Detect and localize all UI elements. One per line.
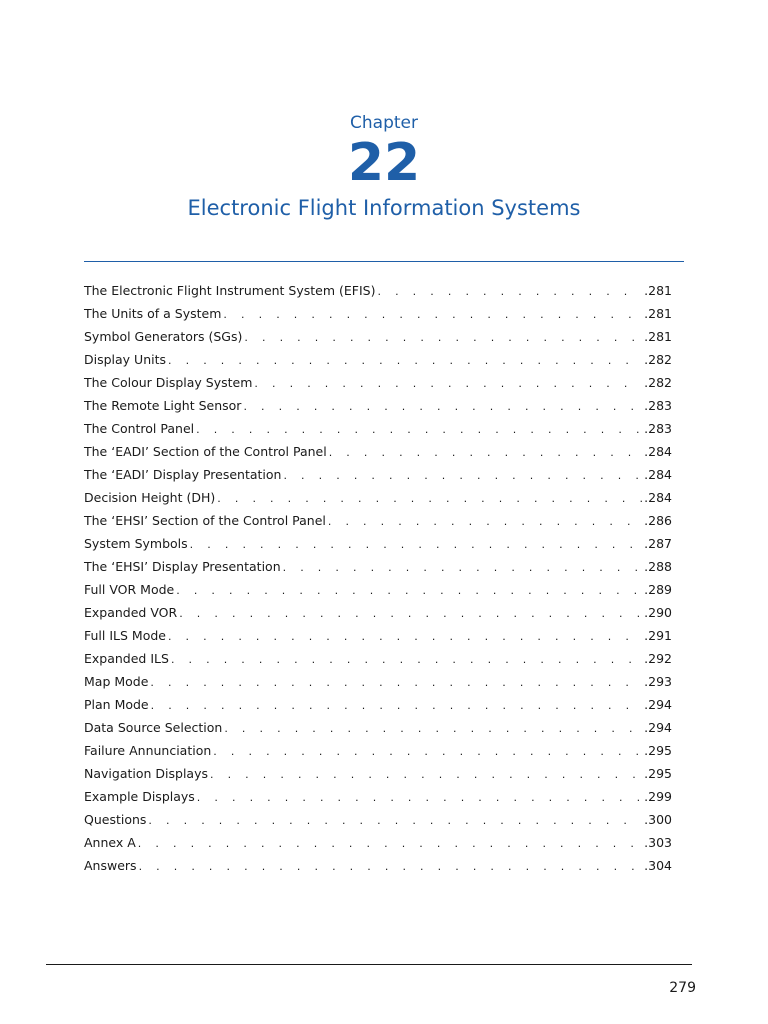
toc-entry-page: .281 xyxy=(644,329,672,344)
toc-entry-title: Navigation Displays xyxy=(84,766,208,781)
toc-entry-title: Full ILS Mode xyxy=(84,628,166,643)
toc-dot-leader xyxy=(139,855,643,878)
toc-entry[interactable] xyxy=(84,808,672,831)
toc-dot-leader xyxy=(171,648,642,671)
toc-dot-leader xyxy=(176,579,642,602)
toc-entry-title: The ‘EADI’ Section of the Control Panel xyxy=(84,444,327,459)
toc-dot-leader xyxy=(168,349,642,372)
toc-dot-leader xyxy=(151,694,643,717)
chapter-label: Chapter xyxy=(350,113,418,133)
toc-entry-page: .294 xyxy=(644,697,672,712)
toc-entry[interactable] xyxy=(84,463,672,486)
toc-entry[interactable] xyxy=(84,509,672,532)
toc-entry-title: Answers xyxy=(84,858,137,873)
toc-entry[interactable] xyxy=(84,578,672,601)
table-of-contents xyxy=(84,279,672,877)
toc-entry[interactable] xyxy=(84,348,672,371)
toc-entry[interactable] xyxy=(84,486,672,509)
toc-entry-page: .286 xyxy=(644,513,672,528)
toc-entry[interactable] xyxy=(84,647,672,670)
toc-dot-leader xyxy=(224,717,642,740)
toc-entry-page: .300 xyxy=(644,812,672,827)
toc-entry[interactable] xyxy=(84,302,672,325)
toc-entry[interactable] xyxy=(84,532,672,555)
page-number: 279 xyxy=(669,980,696,996)
toc-entry-page: .284 xyxy=(644,490,672,505)
toc-entry-page: .290 xyxy=(644,605,672,620)
toc-entry-page: .295 xyxy=(644,743,672,758)
toc-dot-leader xyxy=(197,786,642,809)
toc-entry[interactable] xyxy=(84,854,672,877)
toc-entry-title: Expanded ILS xyxy=(84,651,169,666)
toc-dot-leader xyxy=(168,625,642,648)
toc-entry[interactable] xyxy=(84,670,672,693)
toc-entry-page: .287 xyxy=(644,536,672,551)
toc-entry-title: System Symbols xyxy=(84,536,188,551)
toc-entry[interactable] xyxy=(84,371,672,394)
toc-entry-page: .281 xyxy=(644,283,672,298)
toc-entry[interactable] xyxy=(84,440,672,463)
toc-entry-page: .289 xyxy=(644,582,672,597)
toc-dot-leader xyxy=(138,832,642,855)
toc-dot-leader xyxy=(213,740,642,763)
toc-entry-page: .284 xyxy=(644,467,672,482)
toc-entry-page: .283 xyxy=(644,398,672,413)
toc-entry-page: .292 xyxy=(644,651,672,666)
toc-dot-leader xyxy=(254,372,642,395)
toc-entry[interactable] xyxy=(84,325,672,348)
toc-entry[interactable] xyxy=(84,831,672,854)
toc-entry[interactable] xyxy=(84,762,672,785)
toc-entry-title: Failure Annunciation xyxy=(84,743,212,758)
toc-dot-leader xyxy=(328,510,642,533)
toc-dot-leader xyxy=(377,280,642,303)
toc-entry-title: The ‘EADI’ Display Presentation xyxy=(84,467,282,482)
toc-entry-title: Decision Height (DH) xyxy=(84,490,216,505)
toc-dot-leader xyxy=(244,326,642,349)
toc-dot-leader xyxy=(283,556,643,579)
toc-entry-title: Questions xyxy=(84,812,147,827)
toc-entry-page: .299 xyxy=(644,789,672,804)
toc-entry-title: Map Mode xyxy=(84,674,149,689)
toc-dot-leader xyxy=(196,418,642,441)
toc-entry-title: The Colour Display System xyxy=(84,375,253,390)
toc-entry-page: .304 xyxy=(644,858,672,873)
toc-dot-leader xyxy=(148,809,642,832)
toc-entry-title: Symbol Generators (SGs) xyxy=(84,329,243,344)
toc-dot-leader xyxy=(243,395,642,418)
footer-divider xyxy=(46,964,692,965)
toc-entry[interactable] xyxy=(84,785,672,808)
toc-entry-title: The ‘EHSI’ Section of the Control Panel xyxy=(84,513,326,528)
toc-entry-page: .282 xyxy=(644,375,672,390)
toc-entry[interactable] xyxy=(84,555,672,578)
toc-entry[interactable] xyxy=(84,624,672,647)
toc-entry-title: Example Displays xyxy=(84,789,195,804)
toc-entry-page: .281 xyxy=(644,306,672,321)
toc-entry-title: The Remote Light Sensor xyxy=(84,398,242,413)
toc-dot-leader xyxy=(283,464,642,487)
toc-entry[interactable] xyxy=(84,739,672,762)
toc-dot-leader xyxy=(329,441,642,464)
toc-dot-leader xyxy=(150,671,642,694)
chapter-title: Electronic Flight Information Systems xyxy=(187,196,581,220)
toc-entry-title: The Control Panel xyxy=(84,421,195,436)
toc-dot-leader xyxy=(190,533,642,556)
toc-entry-title: Annex A xyxy=(84,835,136,850)
toc-entry[interactable] xyxy=(84,716,672,739)
header-divider xyxy=(84,261,684,262)
toc-entry[interactable] xyxy=(84,693,672,716)
toc-entry-title: Expanded VOR xyxy=(84,605,178,620)
toc-entry-title: Plan Mode xyxy=(84,697,149,712)
toc-entry-page: .288 xyxy=(644,559,672,574)
toc-entry[interactable] xyxy=(84,394,672,417)
toc-entry-page: .291 xyxy=(644,628,672,643)
toc-entry-page: .295 xyxy=(644,766,672,781)
toc-entry-title: The Electronic Flight Instrument System (EFIS) xyxy=(84,283,376,298)
toc-entry-title: Display Units xyxy=(84,352,167,367)
toc-entry[interactable] xyxy=(84,417,672,440)
toc-entry-page: .294 xyxy=(644,720,672,735)
toc-entry-title: Full VOR Mode xyxy=(84,582,175,597)
chapter-number: 22 xyxy=(347,133,421,193)
toc-entry[interactable] xyxy=(84,601,672,624)
toc-entry-title: Data Source Selection xyxy=(84,720,223,735)
toc-entry-page: .293 xyxy=(644,674,672,689)
toc-entry-page: .283 xyxy=(644,421,672,436)
toc-entry-title: The ‘EHSI’ Display Presentation xyxy=(84,559,281,574)
toc-dot-leader xyxy=(179,602,642,625)
toc-dot-leader xyxy=(217,487,642,510)
toc-dot-leader xyxy=(210,763,642,786)
toc-dot-leader xyxy=(223,303,642,326)
toc-entry-page: .303 xyxy=(644,835,672,850)
toc-entry-title: The Units of a System xyxy=(84,306,222,321)
toc-entry[interactable] xyxy=(84,279,672,302)
toc-entry-page: .284 xyxy=(644,444,672,459)
toc-entry-page: .282 xyxy=(644,352,672,367)
